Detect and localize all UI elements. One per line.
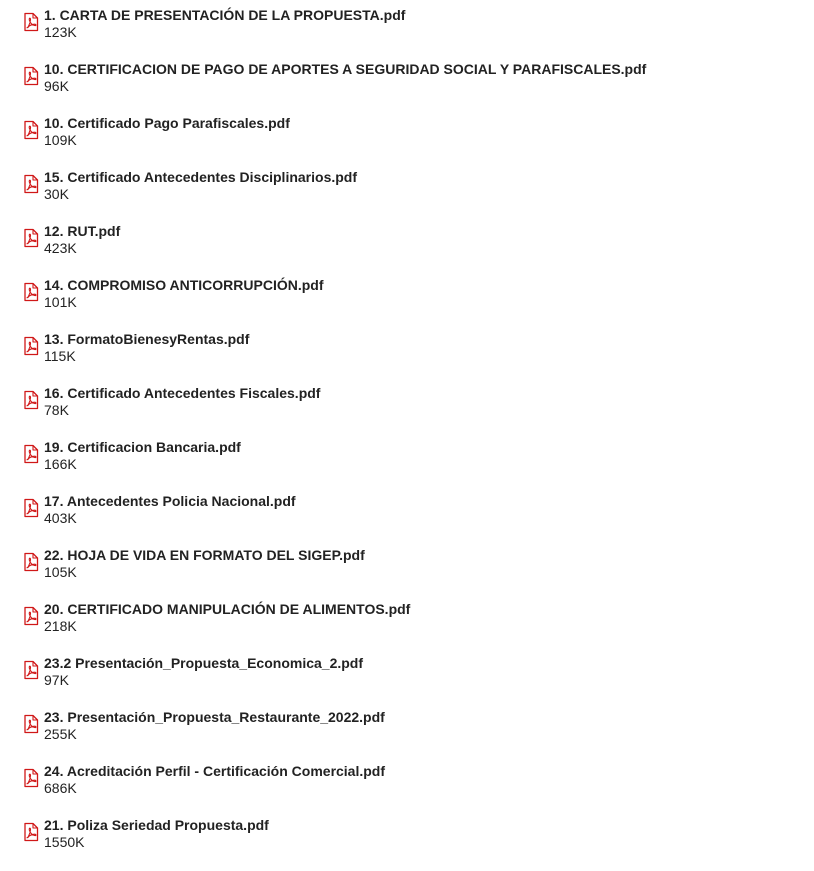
attachment-name[interactable]: 14. COMPROMISO ANTICORRUPCIÓN.pdf xyxy=(44,277,324,293)
pdf-document-icon[interactable] xyxy=(22,66,40,86)
pdf-document-icon[interactable] xyxy=(22,606,40,626)
attachment-size: 686K xyxy=(44,780,77,796)
attachment-size: 97K xyxy=(44,672,69,688)
pdf-document-icon[interactable] xyxy=(22,444,40,464)
attachment-item[interactable] xyxy=(22,277,814,331)
attachment-item[interactable] xyxy=(22,817,814,871)
attachment-item[interactable] xyxy=(22,763,814,817)
pdf-document-icon[interactable] xyxy=(22,174,40,194)
pdf-document-icon[interactable] xyxy=(22,390,40,410)
attachment-item[interactable] xyxy=(22,61,814,115)
attachment-name[interactable]: 24. Acreditación Perfil - Certificación Comercial.pdf xyxy=(44,763,386,779)
attachment-item[interactable] xyxy=(22,223,814,277)
attachment-name[interactable]: 21. Poliza Seriedad Propuesta.pdf xyxy=(44,817,269,833)
attachment-size: 101K xyxy=(44,294,77,310)
pdf-document-icon[interactable] xyxy=(22,768,40,788)
attachment-size: 115K xyxy=(44,348,76,364)
attachment-size: 109K xyxy=(44,132,77,148)
attachment-item[interactable] xyxy=(22,709,814,763)
attachment-name[interactable]: 15. Certificado Antecedentes Disciplinarios.pdf xyxy=(44,169,358,185)
pdf-document-icon[interactable] xyxy=(22,120,40,140)
pdf-document-icon[interactable] xyxy=(22,660,40,680)
attachment-name[interactable]: 23. Presentación_Propuesta_Restaurante_2022.pdf xyxy=(44,709,385,725)
attachment-name[interactable]: 12. RUT.pdf xyxy=(44,223,121,239)
pdf-document-icon[interactable] xyxy=(22,552,40,572)
attachment-item[interactable] xyxy=(22,493,814,547)
pdf-document-icon[interactable] xyxy=(22,336,40,356)
attachment-size: 105K xyxy=(44,564,77,580)
attachment-name[interactable]: 23.2 Presentación_Propuesta_Economica_2.pdf xyxy=(44,655,364,671)
pdf-document-icon[interactable] xyxy=(22,498,40,518)
attachment-item[interactable] xyxy=(22,547,814,601)
attachment-name[interactable]: 10. CERTIFICACION DE PAGO DE APORTES A SEGURIDAD SOCIAL Y PARAFISCALES.pdf xyxy=(44,61,647,77)
attachment-item[interactable] xyxy=(22,601,814,655)
attachment-name[interactable]: 13. FormatoBienesyRentas.pdf xyxy=(44,331,250,347)
attachment-size: 255K xyxy=(44,726,77,742)
attachment-item[interactable] xyxy=(22,655,814,709)
attachment-item[interactable] xyxy=(22,169,814,223)
attachment-size: 30K xyxy=(44,186,69,202)
attachment-item[interactable] xyxy=(22,331,814,385)
attachment-name[interactable]: 10. Certificado Pago Parafiscales.pdf xyxy=(44,115,290,131)
attachment-name[interactable]: 17. Antecedentes Policia Nacional.pdf xyxy=(44,493,296,509)
attachment-item[interactable] xyxy=(22,439,814,493)
pdf-document-icon[interactable] xyxy=(22,714,40,734)
attachment-size: 166K xyxy=(44,456,77,472)
attachment-name[interactable]: 1. CARTA DE PRESENTACIÓN DE LA PROPUESTA.pdf xyxy=(44,7,406,23)
attachment-item[interactable] xyxy=(22,385,814,439)
attachment-size: 123K xyxy=(44,24,77,40)
attachment-list xyxy=(22,7,814,871)
attachment-name[interactable]: 16. Certificado Antecedentes Fiscales.pdf xyxy=(44,385,321,401)
attachment-size: 423K xyxy=(44,240,77,256)
attachment-size: 78K xyxy=(44,402,69,418)
pdf-document-icon[interactable] xyxy=(22,228,40,248)
attachment-item[interactable] xyxy=(22,7,814,61)
pdf-document-icon[interactable] xyxy=(22,12,40,32)
attachment-size: 403K xyxy=(44,510,77,526)
attachment-size: 96K xyxy=(44,78,69,94)
attachment-item[interactable] xyxy=(22,115,814,169)
attachment-size: 1550K xyxy=(44,834,85,850)
attachment-name[interactable]: 20. CERTIFICADO MANIPULACIÓN DE ALIMENTOS.pdf xyxy=(44,601,411,617)
pdf-document-icon[interactable] xyxy=(22,282,40,302)
attachment-name[interactable]: 19. Certificacion Bancaria.pdf xyxy=(44,439,241,455)
attachment-size: 218K xyxy=(44,618,77,634)
pdf-document-icon[interactable] xyxy=(22,822,40,842)
attachment-name[interactable]: 22. HOJA DE VIDA EN FORMATO DEL SIGEP.pdf xyxy=(44,547,365,563)
